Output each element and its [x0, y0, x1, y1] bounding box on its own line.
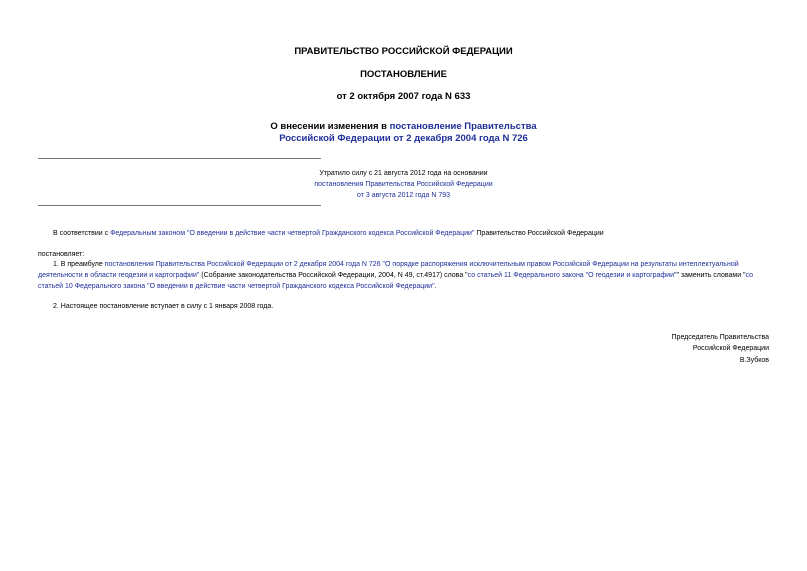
amended-decree-link[interactable]: постановление Правительства	[389, 121, 537, 132]
article-11-link[interactable]: со статьей 11 Федерального закона "О геодезии и картографии"	[467, 272, 677, 280]
federal-law-link[interactable]: Федеральным законом "О введении в действие части четвертой Гражданского кодекса Российской Федерации"	[110, 230, 475, 237]
amended-decree-link-line2[interactable]: Российской Федерации от 2 декабря 2004 года N 726	[279, 133, 528, 144]
item-1	[38, 259, 769, 293]
decree-word: постановляет:	[38, 251, 85, 258]
org-name: ПРАВИТЕЛЬСТВО РОССИЙСКОЙ ФЕДЕРАЦИИ	[294, 46, 513, 57]
preamble	[38, 228, 769, 239]
signature-name: В.Зубков	[739, 356, 769, 364]
divider-bottom	[38, 205, 321, 206]
doc-type: ПОСТАНОВЛЕНИЕ	[360, 69, 447, 80]
decree-726-link[interactable]: постановления Правительства Российской Федерации от 2 декабря 2004 года N 726 "О порядке распоряжения исключительным правом Российской Федерации на результаты интеллектуальной деятельности в области геодезии и картографии"	[38, 261, 739, 280]
item1-text-3: " заменить словами "	[676, 272, 746, 280]
status-note	[262, 168, 545, 202]
article-10-link[interactable]: со статьей 10 Федерального закона "О введении в действие части четвертой Гражданского кодекса Российской Федерации"	[38, 272, 754, 291]
preamble-text-1: В соответствии с	[53, 230, 111, 237]
status-text: Утратило силу с 21 августа 2012 года на основании	[319, 170, 488, 177]
doc-date-number: от 2 октября 2007 года N 633	[336, 91, 471, 102]
preamble-text-2: Правительство Российской Федерации	[474, 230, 604, 237]
divider-top	[38, 158, 321, 159]
title-prefix: О внесении изменения в	[270, 121, 390, 132]
signature-org: Российской Федерации	[692, 345, 769, 353]
signature-block	[672, 332, 769, 366]
item-2: 2. Настоящее постановление вступает в силу с 1 января 2008 года.	[53, 303, 274, 310]
doc-title	[0, 121, 807, 145]
item1-text-4: .	[434, 283, 437, 291]
item1-text-2: (Собрание законодательства Российской Федерации, 2004, N 49, ст.4917) слова "	[199, 272, 468, 280]
signature-position: Председатель Правительства	[671, 334, 769, 341]
repeal-decree-link[interactable]: постановления Правительства Российской Федерации	[314, 181, 493, 189]
item1-text-1: 1. В преамбуле	[53, 261, 105, 268]
repeal-decree-link-line2[interactable]: от 3 августа 2012 года N 793	[356, 192, 451, 200]
